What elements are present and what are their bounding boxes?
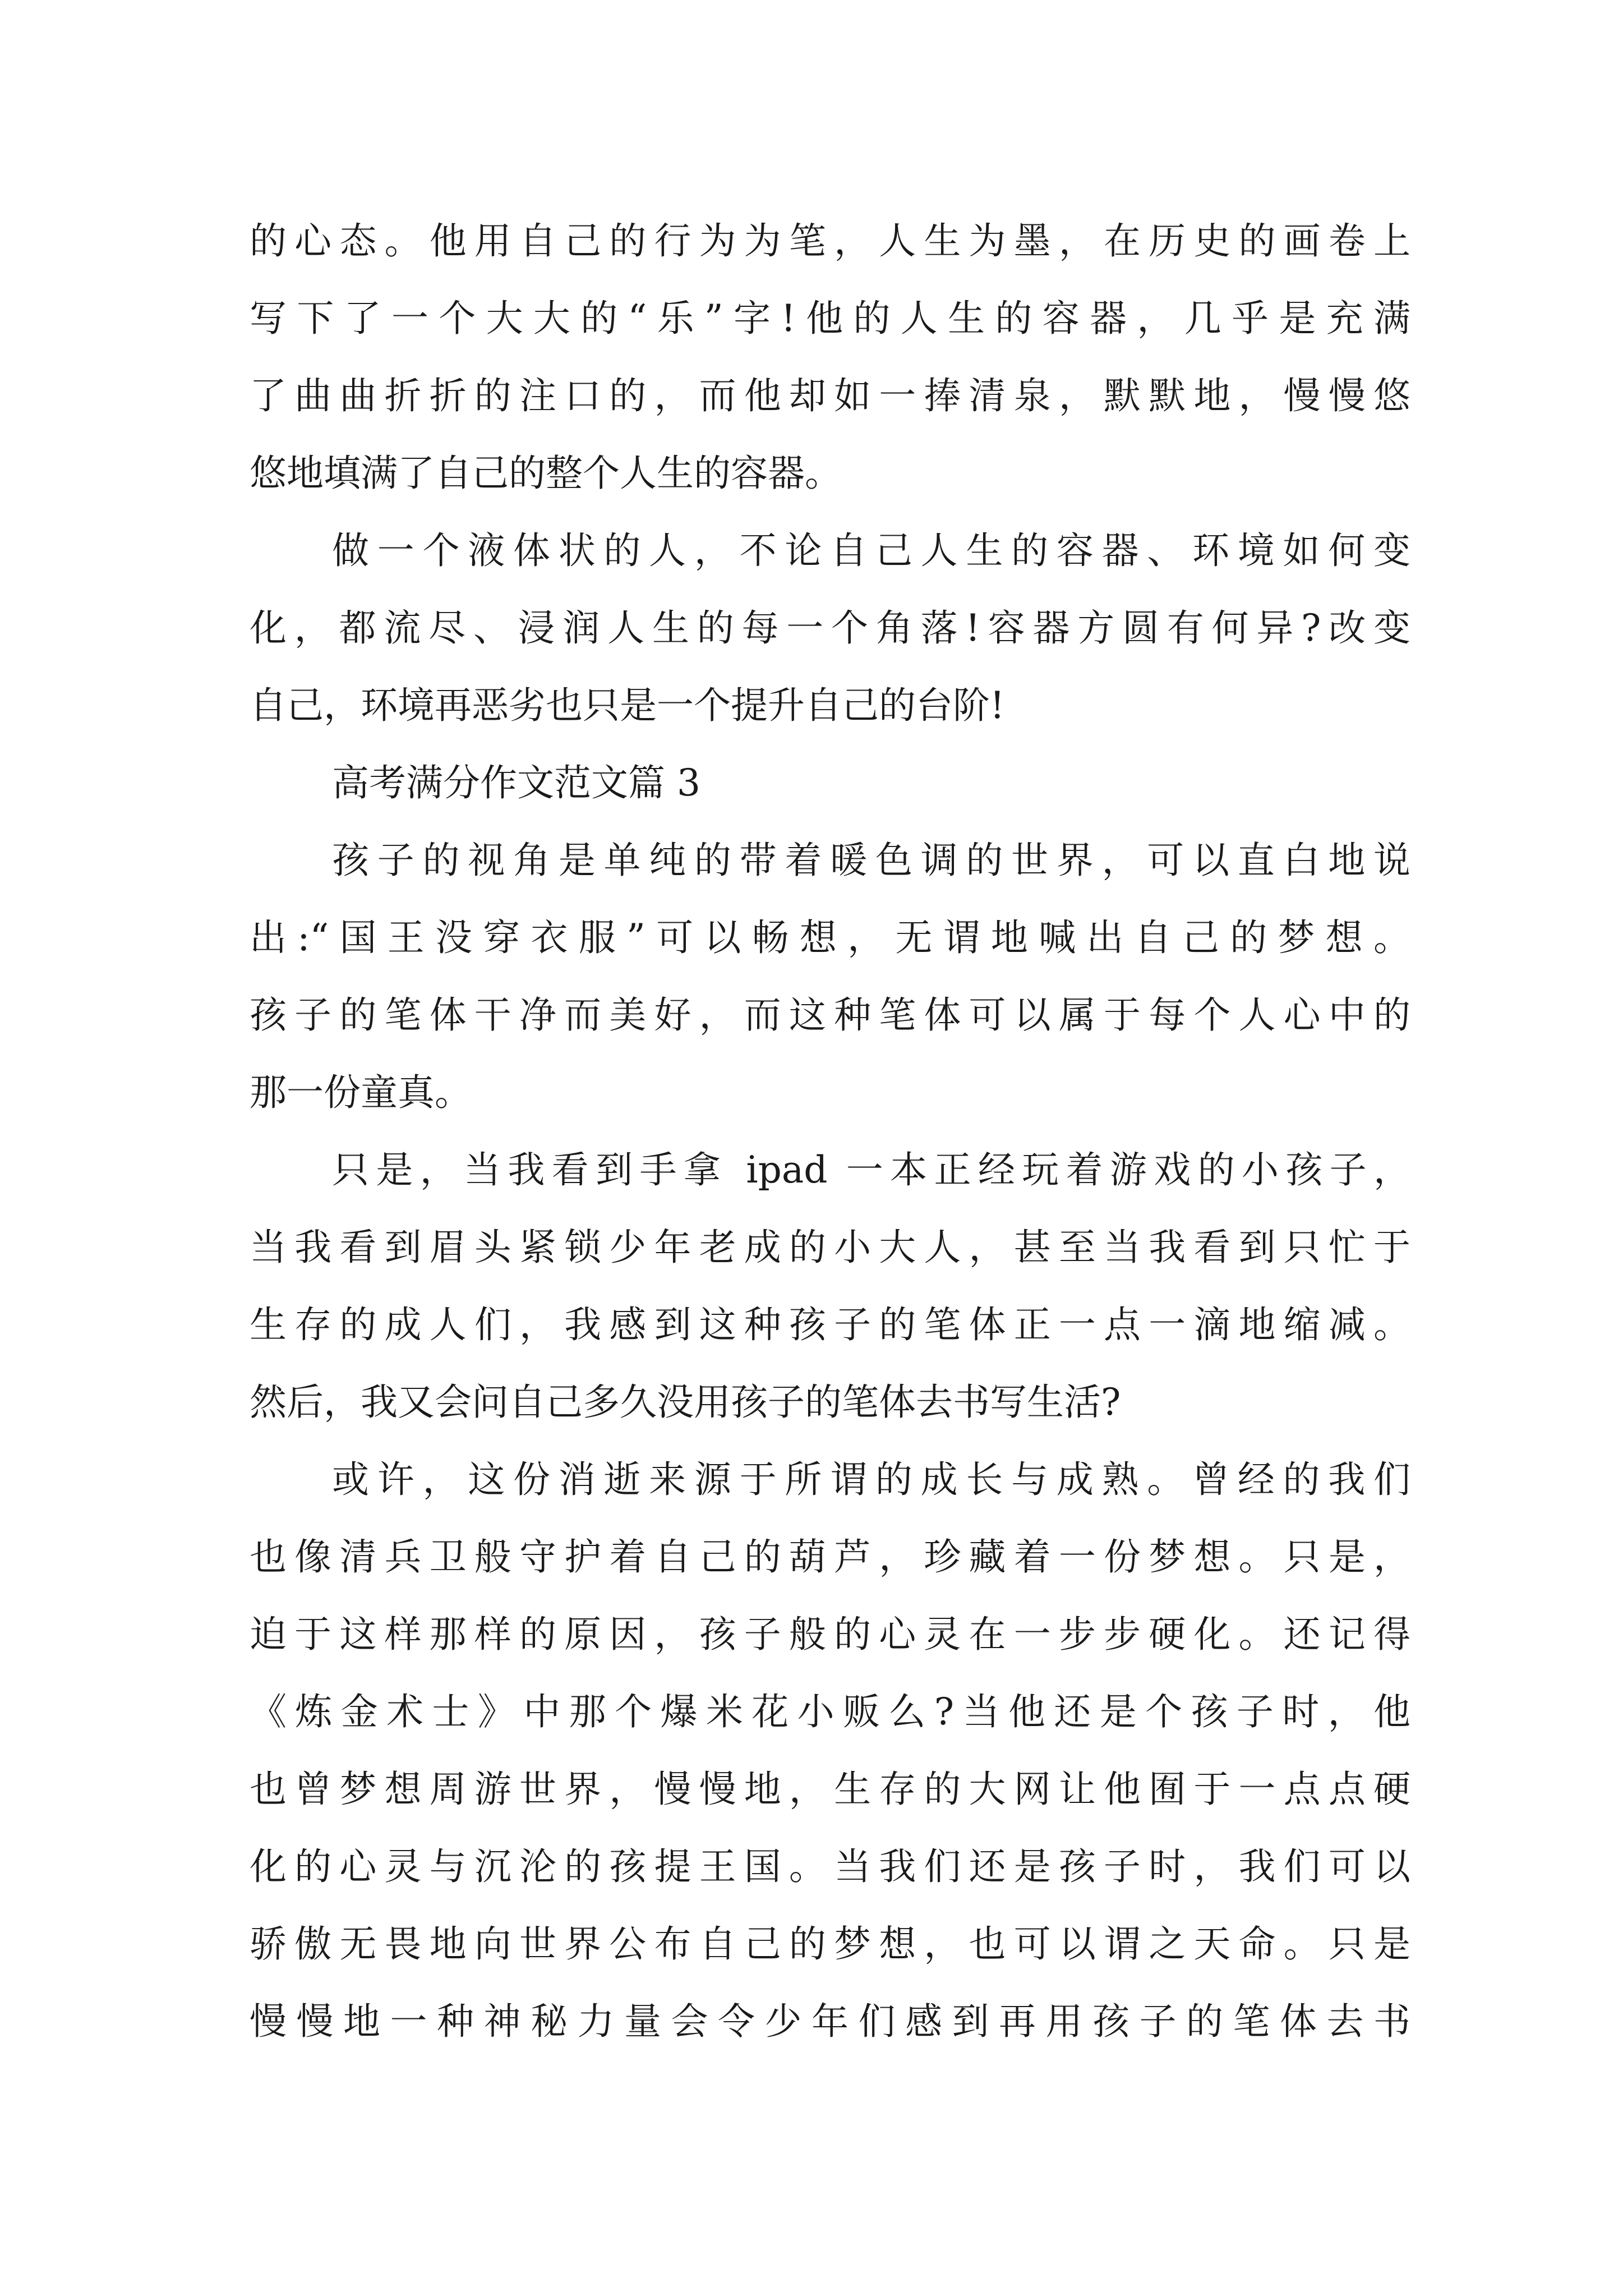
paragraph-start-line: 只是，当我看到手拿 ipad 一本正经玩着游戏的小孩子， (332, 1148, 1410, 1191)
text-line: 骄傲无畏地向世界公布自己的梦想，也可以谓之天命。只是 (250, 1922, 1410, 1966)
text-line: 出:“国王没穿衣服”可以畅想，无谓地喊出自己的梦想。 (250, 916, 1410, 959)
paragraph-start-line: 孩子的视角是单纯的带着暖色调的世界，可以直白地说 (332, 839, 1410, 882)
text-line: 了曲曲折折的注口的，而他却如一捧清泉，默默地，慢慢悠 (250, 374, 1410, 417)
text-line: 生存的成人们，我感到这种孩子的笔体正一点一滴地缩减。 (250, 1303, 1410, 1346)
paragraph-start-line: 做一个液体状的人，不论自己人生的容器、环境如何变 (332, 529, 1410, 572)
paragraph-start-line: 或许，这份消逝来源于所谓的成长与成熟。曾经的我们 (332, 1458, 1410, 1501)
text-line: 化的心灵与沉沦的孩提王国。当我们还是孩子时，我们可以 (250, 1845, 1410, 1888)
text-line: 慢慢地一种神秘力量会令少年们感到再用孩子的笔体去书 (250, 2000, 1410, 2043)
text-line: 化，都流尽、浸润人生的每一个角落!容器方圆有何异?改变 (250, 606, 1410, 650)
text-line: 写下了一个大大的“乐”字!他的人生的容器，几乎是充满 (250, 297, 1410, 340)
text-line: 的心态。他用自己的行为为笔，人生为墨，在历史的画卷上 (250, 219, 1410, 263)
text-line: 《炼金术士》中那个爆米花小贩么?当他还是个孩子时，他 (250, 1690, 1410, 1733)
text-line: 孩子的笔体干净而美好，而这种笔体可以属于每个人心中的 (250, 993, 1410, 1037)
text-line: 当我看到眉头紧锁少年老成的小大人，甚至当我看到只忙于 (250, 1226, 1410, 1269)
text-line: 然后，我又会问自己多久没用孩子的笔体去书写生活? (250, 1381, 1121, 1424)
section-heading: 高考满分作文范文篇 3 (332, 761, 700, 804)
text-line: 也曾梦想周游世界，慢慢地，生存的大网让他囿于一点点硬 (250, 1768, 1410, 1811)
text-line: 那一份童真。 (250, 1071, 472, 1114)
text-line: 迫于这样那样的原因，孩子般的心灵在一步步硬化。还记得 (250, 1613, 1410, 1656)
text-line: 悠地填满了自己的整个人生的容器。 (250, 452, 842, 495)
text-line: 也像清兵卫般守护着自己的葫芦，珍藏着一份梦想。只是， (250, 1535, 1410, 1579)
text-line: 自己，环境再恶劣也只是一个提升自己的台阶! (250, 684, 1005, 727)
